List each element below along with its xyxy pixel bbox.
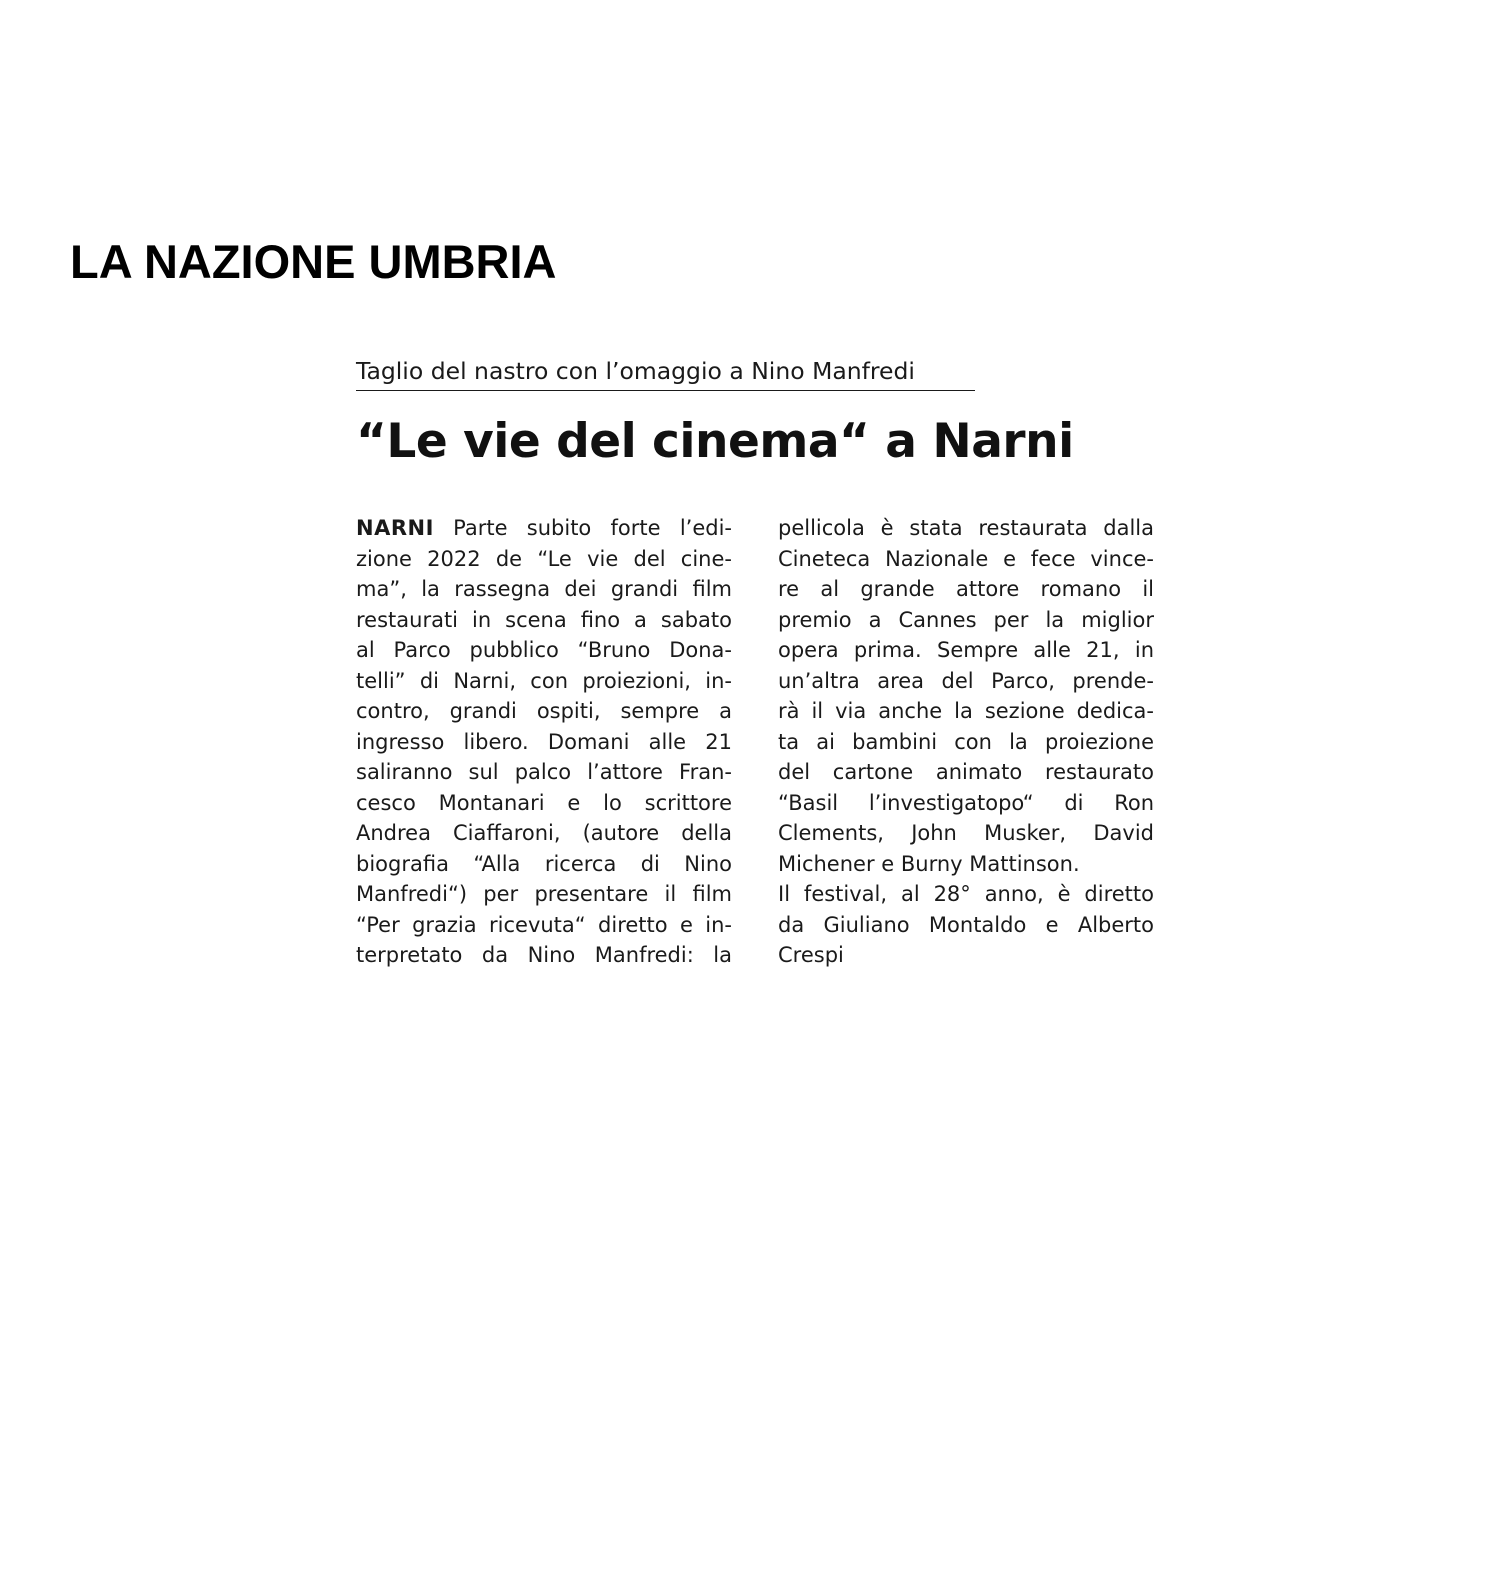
body-line: ingresso libero. Domani alle 21: [356, 729, 732, 754]
body-line: pellicola è stata restaurata dalla: [778, 516, 1154, 540]
body-line: al Parco pubblico “Bruno Dona-: [356, 638, 732, 662]
body-line: zione 2022 de “Le vie del cine-: [356, 546, 732, 571]
body-line: Cineteca Nazionale e fece vince-: [778, 546, 1154, 571]
body-line: Andrea Ciaffaroni, (autore della: [356, 821, 732, 845]
publication-masthead: LA NAZIONE UMBRIA: [70, 235, 557, 288]
body-line: restaurati in scena fino a sabato: [356, 607, 732, 632]
body-line: Crespi: [778, 943, 844, 967]
kicker-block: [356, 356, 975, 391]
body-line: ta ai bambini con la proiezione: [778, 729, 1154, 754]
article-kicker: Taglio del nastro con l’omaggio a Nino Manfredi: [356, 357, 915, 385]
body-line: Michener e Burny Mattinson.: [778, 851, 1080, 876]
body-line: del cartone animato restaurato: [778, 760, 1154, 784]
body-line: un’altra area del Parco, prende-: [778, 668, 1154, 693]
body-line: re al grande attore romano il: [778, 577, 1154, 601]
body-line: Manfredi“) per presentare il film: [356, 882, 732, 906]
article-column-right: [778, 513, 1154, 971]
body-line: terpretato da Nino Manfredi: la: [356, 943, 732, 967]
body-line: “Per grazia ricevuta“ diretto e in-: [356, 912, 732, 937]
body-line-text: Parte subito forte l’edi-: [453, 516, 732, 540]
body-line: biografia “Alla ricerca di Nino: [356, 851, 732, 876]
body-line: [356, 513, 732, 544]
body-line: premio a Cannes per la miglior: [778, 607, 1154, 632]
body-line: telli” di Narni, con proiezioni, in-: [356, 668, 732, 693]
body-line: “Basil l’investigatopo“ di Ron: [778, 790, 1154, 815]
body-line: opera prima. Sempre alle 21, in: [778, 638, 1154, 662]
body-line: rà il via anche la sezione dedica-: [778, 699, 1154, 723]
body-line: contro, grandi ospiti, sempre a: [356, 699, 732, 723]
body-line: cesco Montanari e lo scrittore: [356, 790, 732, 815]
article-headline: “Le vie del cinema“ a Narni: [356, 414, 1074, 469]
body-line: saliranno sul palco l’attore Fran-: [356, 760, 732, 784]
body-line: Clements, John Musker, David: [778, 821, 1154, 845]
body-line: ma”, la rassegna dei grandi film: [356, 577, 732, 601]
body-line: Il festival, al 28° anno, è diretto: [778, 882, 1154, 906]
body-line: da Giuliano Montaldo e Alberto: [778, 912, 1154, 937]
article-dateline: NARNI: [356, 516, 434, 540]
article-column-left: [356, 513, 732, 971]
